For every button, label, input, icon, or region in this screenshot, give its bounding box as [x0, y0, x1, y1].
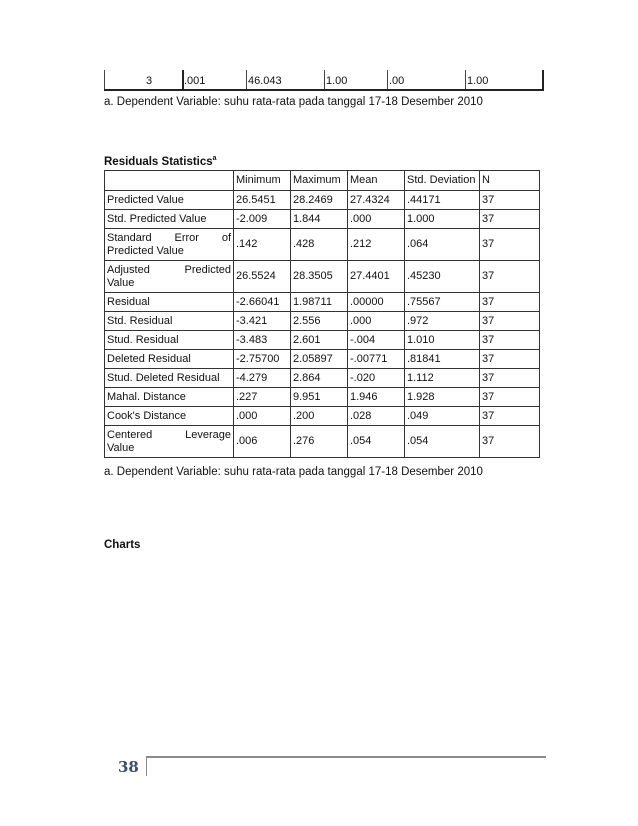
row-label [105, 331, 234, 350]
column-header-mean: Mean [348, 171, 405, 191]
row-label [105, 407, 234, 426]
row-label-line: Mahal. Distance [107, 390, 186, 403]
coefficient-table-fragment [104, 70, 544, 90]
row-label-line: Predicted Value [107, 193, 184, 206]
table-cell: 3 [146, 75, 153, 87]
footer-rule [146, 756, 546, 758]
table-cell: 37 [480, 312, 540, 331]
table-cell: -2.009 [234, 210, 291, 229]
residuals-statistics-table [104, 170, 540, 458]
table-cell: -.004 [348, 331, 405, 350]
table-border [104, 70, 105, 90]
row-label-line: Deleted Residual [107, 352, 191, 365]
table-row [105, 426, 540, 458]
coefficient-footnote: a. Dependent Variable: suhu rata-rata pada tanggal 17-18 Desember 2010 [104, 96, 483, 108]
table-cell: .972 [405, 312, 480, 331]
row-label-line: Standard Error of [107, 231, 231, 244]
residuals-title [104, 155, 217, 168]
table-border [465, 70, 466, 90]
table-cell: .028 [348, 407, 405, 426]
table-border [324, 70, 325, 90]
table-row [105, 407, 540, 426]
table-cell: 1.946 [348, 388, 405, 407]
row-label-line: Value [107, 441, 135, 454]
row-label-line: Predicted Value [107, 244, 184, 257]
table-row [105, 210, 540, 229]
table-cell: -3.421 [234, 312, 291, 331]
row-label-line: Std. Residual [107, 314, 173, 327]
table-cell: 26.5451 [234, 191, 291, 210]
table-cell: 46.043 [248, 75, 282, 87]
table-cell: .00 [389, 75, 405, 87]
table-cell: .75567 [405, 293, 480, 312]
table-cell: .049 [405, 407, 480, 426]
table-cell: .064 [405, 229, 480, 261]
row-label [105, 191, 234, 210]
table-cell: 37 [480, 388, 540, 407]
table-cell: -4.279 [234, 369, 291, 388]
row-label [105, 261, 234, 293]
row-label-line: Stud. Deleted Residual [107, 371, 220, 384]
row-label [105, 369, 234, 388]
table-cell: .006 [234, 426, 291, 458]
table-cell: 37 [480, 331, 540, 350]
table-cell: 1.844 [291, 210, 348, 229]
table-cell: .000 [348, 312, 405, 331]
table-cell: .001 [184, 75, 206, 87]
table-cell: 1.00 [467, 75, 489, 87]
table-cell: 1.000 [405, 210, 480, 229]
row-label-line: Value [107, 276, 135, 289]
table-cell: .200 [291, 407, 348, 426]
page-number: 38 [118, 758, 139, 776]
table-row [105, 369, 540, 388]
table-cell: -2.75700 [234, 350, 291, 369]
table-cell: 2.556 [291, 312, 348, 331]
row-label-line: Stud. Residual [107, 333, 179, 346]
row-label-line: Centered Leverage [107, 428, 231, 441]
row-label [105, 426, 234, 458]
table-cell: 37 [480, 407, 540, 426]
table-cell: 37 [480, 369, 540, 388]
column-header-minimum: Minimum [234, 171, 291, 191]
table-row [105, 331, 540, 350]
table-cell: -.00771 [348, 350, 405, 369]
row-label [105, 350, 234, 369]
column-header [105, 171, 234, 191]
row-label-line: Cook's Distance [107, 409, 187, 422]
table-cell: 28.2469 [291, 191, 348, 210]
table-border [387, 70, 388, 90]
table-cell: 37 [480, 191, 540, 210]
table-cell: 37 [480, 229, 540, 261]
table-cell: .142 [234, 229, 291, 261]
table-row [105, 191, 540, 210]
table-row [105, 293, 540, 312]
column-header-maximum: Maximum [291, 171, 348, 191]
table-cell: .212 [348, 229, 405, 261]
table-row [105, 388, 540, 407]
table-bottom-border [104, 89, 544, 91]
table-cell: .276 [291, 426, 348, 458]
table-border [542, 70, 544, 90]
row-label [105, 312, 234, 331]
charts-heading: Charts [104, 539, 141, 551]
table-cell: -3.483 [234, 331, 291, 350]
table-cell: .000 [234, 407, 291, 426]
table-cell: .45230 [405, 261, 480, 293]
table-cell: 28.3505 [291, 261, 348, 293]
table-row [105, 312, 540, 331]
table-cell: 2.601 [291, 331, 348, 350]
footer-divider [146, 756, 147, 776]
table-cell: 1.00 [326, 75, 348, 87]
residuals-footnote: a. Dependent Variable: suhu rata-rata pada tanggal 17-18 Desember 2010 [104, 466, 483, 478]
table-row [105, 350, 540, 369]
table-cell: -.020 [348, 369, 405, 388]
table-cell: .428 [291, 229, 348, 261]
table-cell: -2.66041 [234, 293, 291, 312]
table-cell: 37 [480, 261, 540, 293]
table-cell: 37 [480, 426, 540, 458]
table-cell: .00000 [348, 293, 405, 312]
row-label-line: Residual [107, 295, 150, 308]
column-header-std-deviation: Std. Deviation [405, 171, 480, 191]
table-cell: 2.05897 [291, 350, 348, 369]
table-cell: 26.5524 [234, 261, 291, 293]
table-cell: 1.928 [405, 388, 480, 407]
table-header-row [105, 171, 540, 191]
column-header-n: N [480, 171, 540, 191]
table-cell: .000 [348, 210, 405, 229]
table-cell: 9.951 [291, 388, 348, 407]
row-label-line: Adjusted Predicted [107, 263, 231, 276]
table-cell: 2.864 [291, 369, 348, 388]
table-cell: 27.4324 [348, 191, 405, 210]
residuals-title-superscript: a [212, 155, 217, 162]
table-cell: 37 [480, 293, 540, 312]
table-row [105, 229, 540, 261]
table-cell: 1.010 [405, 331, 480, 350]
table-cell: 1.98711 [291, 293, 348, 312]
table-cell: .054 [348, 426, 405, 458]
row-label [105, 210, 234, 229]
table-row [105, 261, 540, 293]
table-cell: 27.4401 [348, 261, 405, 293]
table-border [246, 70, 247, 90]
row-label [105, 388, 234, 407]
table-cell: .44171 [405, 191, 480, 210]
table-cell: .054 [405, 426, 480, 458]
table-cell: .81841 [405, 350, 480, 369]
residuals-table-body [105, 191, 540, 458]
table-cell: 1.112 [405, 369, 480, 388]
residuals-title-text: Residuals Statistics [104, 155, 213, 168]
row-label [105, 293, 234, 312]
row-label [105, 229, 234, 261]
table-cell: 37 [480, 210, 540, 229]
table-cell: 37 [480, 350, 540, 369]
row-label-line: Std. Predicted Value [107, 212, 207, 225]
table-cell: .227 [234, 388, 291, 407]
